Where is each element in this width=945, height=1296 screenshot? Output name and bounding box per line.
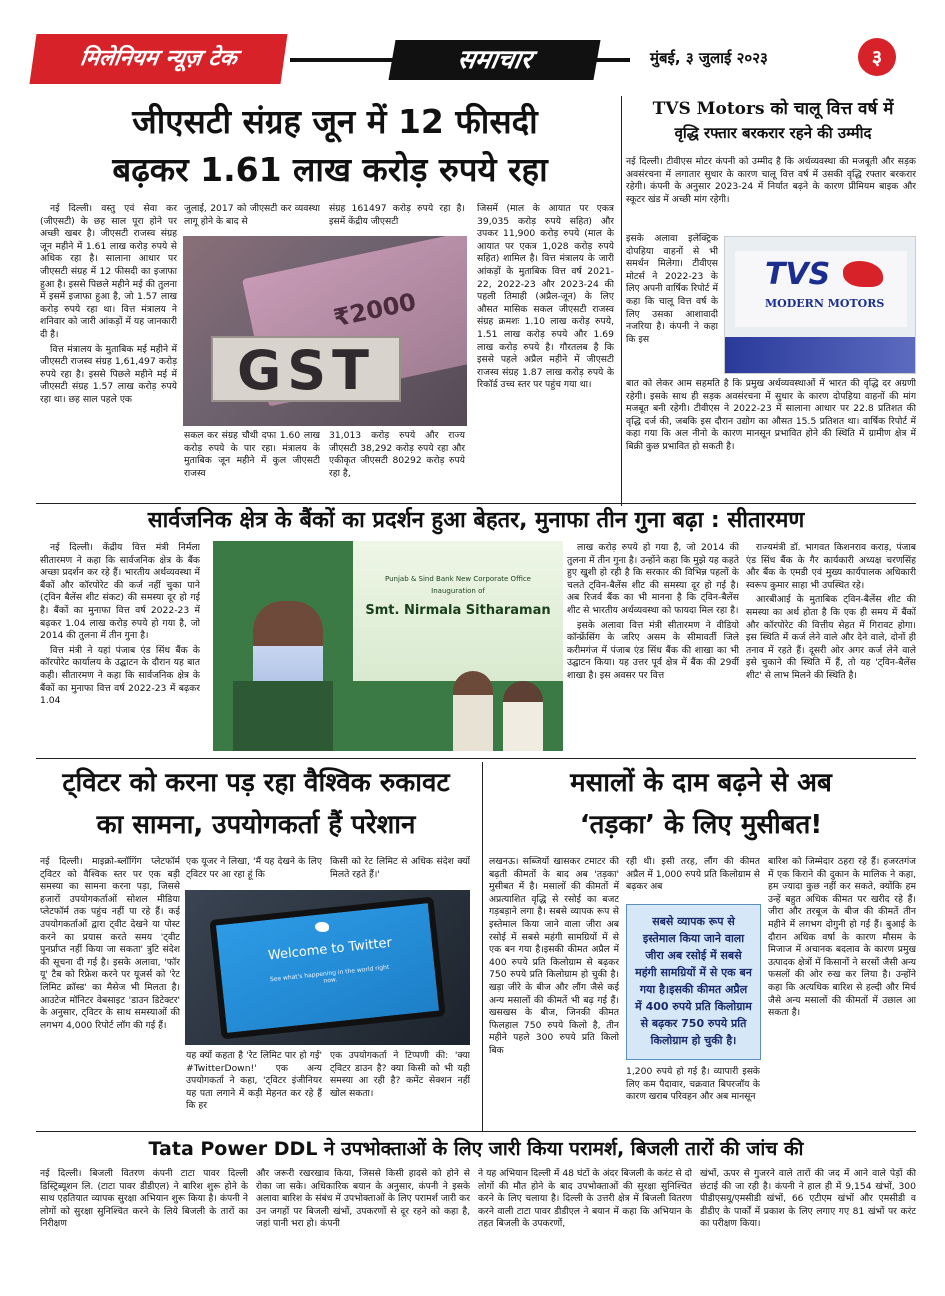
twitter-column-1: नई दिल्ली। माइक्रो-ब्लॉगिंग प्लेटफॉर्म ट्विटर को वैश्विक स्तर पर एक बड़ी समस्या का सामना करना पड़ा, जिससे हजारों उपयोगकर्ताओं सोशल मीडिया प्लेटफॉर्म तक पहुंच नहीं पा रहे हैं। कई उपयोगकर्ताओं द्वारा ट्वीट देखने या पोस्ट करने का प्रयास करते समय 'ट्वीट पुनर्प्राप्त नहीं किया जा सकता' त्रुटि संदेश की सूचना दी गई है। इसके अलावा, 'फॉर यू' टैब को रिफ्रेश करने पर यूजर्स को 'रेट लिमिट क्रॉस्ड' का मैसेज भी मिलता है। आउटेज मॉनिटर वेबसाइट 'डाउन डिटेक्टर' के अनुसार, ट्विटर के साथ समस्याओं की लगभग 4,000 रिपोर्ट लॉग की गई हैं। [40, 856, 180, 1031]
tata-column-4: खंभों, ऊपर से गुजरने वाले तारों की जद में आने वाले पेड़ों की छंटाई की जा रही है। कंपनी ने हाल ही में 9,154 खंभों, 300 पीडीएसयू/एमसीडी खंभों, 66 एटीएम खंभों और एमसीडी व डीडीए के पार्कों में प्रकाश के लिए लगाए गए 81 खंभों पर करंट का परीक्षण किया। [700, 1168, 916, 1230]
banner-line1: Punjab & Sind Bank New Corporate Office [384, 575, 531, 583]
section-rule-1 [36, 503, 916, 504]
masthead-date: मुंबई, ३ जुलाई २०२३ [650, 49, 768, 67]
banner-line2: Inauguration of [431, 587, 485, 595]
tvs-logo: TVS [765, 257, 831, 292]
banks-photo [213, 541, 563, 751]
vertical-divider [621, 96, 622, 506]
guest-figure [503, 681, 543, 751]
banks-col1-para2: वित्त मंत्री ने यहां पंजाब एंड सिंध बैंक के कॉरपोरेट कार्यालय के उद्घाटन के दौरान यह बात कही। सीतारमण ने कहा कि सार्वजनिक क्षेत्र के बैंकों का मुनाफा वित्त वर्ष 2022-23 में बढ़कर 1.04 [40, 644, 200, 707]
banks-col2-para1: लाख करोड़ रुपये हो गया है, जो 2014 की तुलना में तीन गुना है। उन्होंने कहा कि मुझे यह कहते हुए खुशी हो रही है कि सरकार की विभिन्न पहलों के चलते ट्विन-बैलेंस शीट की समस्या दूर हो गई है। अब रिजर्व बैंक का भी मानना है कि ट्विन-बैलेंस शीट से भारतीय अर्थव्यवस्था को फायदा मिल रहा है। [567, 542, 739, 616]
tvs-logo-subtitle: MODERN MOTORS [765, 297, 885, 310]
banks-col1-para1: नई दिल्ली। केंद्रीय वित्त मंत्री निर्मला सीतारमण ने कहा कि सार्वजनिक क्षेत्र के बैंक अच्छा प्रदर्शन कर रहे हैं। भारतीय अर्थव्यवस्था में बैंकों और कॉरपोरेट की कर्ज नहीं चुका पाने (ट्विन बैलेंस शीट संकट) की समस्या दूर हो गई है। बैंकों का मुनाफा वित्त वर्ष 2022-23 में बढ़कर 1.04 लाख करोड़ रुपये हो गया है, जो 2014 की तुलना में तीन गुना है। [40, 542, 200, 642]
gst-column-2-top: जुलाई, 2017 को जीएसटी कर व्यवस्था लागू होने के बाद से [184, 203, 320, 227]
podium [233, 681, 333, 751]
masthead-section: समाचार [388, 40, 600, 80]
gst-col1-para2: वित्त मंत्रालय के मुताबिक मई महीने में जीएसटी राजस्व संग्रह 1,61,497 करोड़ रुपये रहा है। इससे पिछले महीने मई में जीएसटी संग्रह 1.57 लाख करोड़ रुपये रहा था। छह साल पहले एक [40, 343, 177, 405]
currency-note-value: ₹2000 [331, 287, 419, 333]
tvs-photo [724, 236, 916, 374]
gst-headline-line1: जीएसटी संग्रह जून में 12 फीसदी [132, 102, 538, 141]
banks-col3-para2: आरबीआई के मुताबिक ट्विन-बैलेंस शीट की समस्या का अर्थ होता है कि एक ही समय में बैंकों और कॉरपोरेट की वित्तीय सेहत में गिरावट होगा। इस स्थिति में कर्ज लेने वाले और देने वाले, दोनों ही तनाव में रहते हैं। दूसरी ओर अगर कर्ज लेने वाले इसे चुकाने की स्थिति में हैं, तो यह 'ट्विन-बैलेंस शीट' से लाभ मिलने की स्थिति है। [746, 594, 916, 681]
twitter-screen-title: Welcome to Twitter [267, 935, 393, 964]
tata-column-2: और जरूरी रखरखाव किया, जिससे किसी हादसे को होने से रोका जा सके। अधिकारिक बयान के अनुसार, कंपनी ने इसके अलावा बारिश के संबंध में उपभोक्ताओं के लिए परामर्श जारी कर उन जगहों पर बिजली खंभों, उपकरणों से दूर रहने को कहा है, जहां पानी भरा हो। कंपनी [256, 1168, 470, 1230]
banner-name: Smt. Nirmala Sitharaman [365, 603, 551, 618]
spices-pull-quote: सबसे व्यापक रूप से इस्तेमाल किया जाने वाला जीरा अब रसोई में सबसे महंगी सामग्रियों में से एक बन गया है।इसकी कीमत अप्रैल में 400 रुपये प्रति किलोग्राम से बढ़कर 750 रुपये प्रति किलोग्राम हो चुकी है। [626, 904, 761, 1060]
tvs-headline-line1: TVS Motors को चालू वित्त वर्ष में [652, 99, 894, 119]
spices-headline-line1: मसालों के दाम बढ़ने से अब [570, 768, 832, 798]
gst-headline-line2: बढ़कर 1.61 लाख करोड़ रुपये रहा [112, 150, 548, 189]
twitter-headline-line1: ट्विटर को करना पड़ रहा वैश्विक रुकावट [62, 768, 450, 798]
tata-column-3: ने यह अभियान दिल्ली में 48 घंटों के अंदर बिजली के करंट से दो लोगों की मौत होने के बाद उपभोक्ताओं की सुरक्षा सुनिश्चित करने के लिए चलाया है। दिल्ली के उत्तरी क्षेत्र में बिजली वितरण करने वाली टाटा पावर डीडीएल ने बयान में कहा कि अभियान के तहत बिजली के उपकरणों, [478, 1168, 692, 1230]
guest-figure [453, 671, 493, 751]
spices-headline-line2: ‘तड़का’ के लिए मुसीबत! [579, 810, 823, 840]
spices-column-2-top: रही थी। इसी तरह, लौंग की कीमत अप्रैल में 1,000 रुपये प्रति किलोग्राम से बढ़कर अब [626, 856, 760, 893]
gst-photo [183, 236, 467, 426]
banks-col2-para2: इसके अलावा वित्त मंत्री सीतारमण ने वीडियो कॉन्फ्रेंसिंग के जरिए असम के सीमावर्ती जिले करीमगंज में पंजाब एंड सिंध बैंक की शाखा का भी उद्घाटन किया। यह उत्तर पूर्व क्षेत्र में बैंक की 29वीं शाखा है। इस अवसर पर वित्त [567, 619, 739, 681]
banks-column-2 [567, 542, 739, 752]
section-rule-2 [36, 758, 916, 759]
gst-blocks: GST [211, 336, 401, 402]
gst-column-1 [40, 203, 177, 501]
banks-column-1 [40, 542, 200, 752]
gst-column-3-bottom: 31,013 करोड़ रुपये और राज्य जीएसटी 38,292 करोड़ रुपये रहा और एकीकृत जीएसटी 80292 करोड़ रुपये रहा है, [329, 430, 465, 479]
gst-column-3-top: संग्रह 161497 करोड़ रुपये रहा है। इसमें केंद्रीय जीएसटी [329, 203, 465, 227]
masthead-logo: मिलेनियम न्यूज़ टेक [29, 34, 287, 84]
spices-column-1: लखनऊ। सब्जियों खासकर टमाटर की बढ़ती कीमतों के बाद अब 'तड़का' मुसीबत में है। मसालों की कीमतों में अप्रत्याशित वृद्धि से रसोई का बजट गड़बड़ाने लगा है। सबसे व्यापक रूप से इस्तेमाल किया जाने वाला जीरा अब रसोई में सबसे महंगी सामग्रियों में से एक बन गया है।इसकी कीमत अप्रैल में 400 रुपये प्रति किलोग्राम से बढ़कर 750 रुपये प्रति किलोग्राम हो चुकी है। खड़ा जीरे के बीज और लौंग जैसे कई अन्य मसालों की कीमतें भी बढ़ गई हैं। खसखस के बीज, जिनकी कीमत फिलहाल 750 रुपये किलो है, तीन महीने पहले 300 रुपये प्रति किलो बिक [489, 856, 619, 1056]
twitter-column-2-top: एक यूजर ने लिखा, 'मैं यह देखने के लिए ट्विटर पर आ रहा हूं कि [186, 856, 322, 880]
twitter-screen-subtitle: See what's happening in the world right now. [269, 963, 390, 985]
page-number: ३ [858, 38, 896, 76]
spices-column-3: बारिश को जिम्मेदार ठहरा रहे हैं। हजरतगंज में एक किराने की दुकान के मालिक ने कहा, हम ज्यादा कुछ नहीं कर सकते, क्योंकि हम उन्हें बहुत अधिक कीमत पर खरीद रहे हैं। जीरा और तरबूज के बीज की कीमतें तीन महीने में लगभग दोगुनी हो गई हैं। बुआई के दौरान अधिक वर्षा के कारण मौसम के मिजाज में अचानक बदलाव के कारण प्रमुख उत्पादक क्षेत्रों में किसानों ने सरसों जैसी अन्य फसलों की ओर रुख कर लिया है। उन्होंने कहा कि अत्यधिक बारिश से हल्दी और मिर्च जैसे अन्य मसालों की कीमतों में उछाल आ सकता है। [768, 856, 916, 1019]
twitter-photo [185, 890, 470, 1045]
vertical-divider-2 [482, 762, 483, 1132]
section-rule-3 [36, 1131, 916, 1132]
banks-col3-para1: राज्यमंत्री डॉ. भागवत किशनराव कराड़, पंजाब एंड सिंध बैंक के गैर कार्यकारी अध्यक्ष चरणसिंह और बैंक के एमडी एवं मुख्य कार्यपालक अधिकारी स्वरूप कुमार साहा भी उपस्थित रहे। [746, 542, 916, 591]
tvs-narrow: इसके अलावा इलेक्ट्रिक दोपहिया वाहनों से भी समर्थन मिलेगा। टीवीएस मोटर्स ने 2022-23 के लिए अपनी वार्षिक रिपोर्ट में कहा कि चालू वित्त वर्ष के लिए उसका आशावादी नजरिया है। कंपनी ने कहा कि इस [626, 233, 718, 345]
tvs-lead: नई दिल्ली। टीवीएस मोटर कंपनी को उम्मीद है कि अर्थव्यवस्था की मजबूती और सड़क अवसंरचना में लगातार सुधार के कारण चालू वित्त वर्ष में उसकी वृद्धि रफ्तार बरकरार रहेगी। कंपनी के अनुसार 2023-24 में निर्यात बढ़ने के कारण प्रीमियम बाइक और स्कूटर खंड में अच्छी मांग रहेगी। [626, 156, 916, 205]
gst-column-2-bottom: सकल कर संग्रह चौथी दफा 1.60 लाख करोड़ रुपये के पार रहा। मंत्रालय के मुताबिक जून महीने में कुल जीएसटी राजस्व [184, 430, 320, 479]
twitter-column-3-top: किसी को रेट लिमिट से अधिक संदेश क्यों मिलते रहते हैं।' [330, 856, 470, 880]
twitter-headline-line2: का सामना, उपयोगकर्ता हैं परेशान [96, 810, 416, 840]
twitter-bird-icon [315, 922, 329, 932]
twitter-column-2-bottom: यह क्यों कहता है 'रेट लिमिट पार हो गई' #TwitterDown!' एक अन्य उपयोगकर्ता ने कहा, 'ट्विटर इंजीनियर यह पता लगाने में कड़ी मेहनत कर रहे हैं कि हर [186, 1050, 322, 1112]
banks-headline: सार्वजनिक क्षेत्र के बैंकों का प्रदर्शन हुआ बेहतर, मुनाफा तीन गुना बढ़ा : सीतारमण [147, 508, 805, 533]
twitter-column-3-bottom: एक उपयोगकर्ता ने टिप्पणी की: 'क्या ट्विटर डाउन है? क्या किसी को भी यही समस्या आ रही है? कमेंट सेक्शन नहीं खोल सकता। [330, 1050, 470, 1099]
tablet-screen [209, 897, 445, 1040]
tvs-tail: बात को लेकर आम सहमति है कि प्रमुख अर्थव्यवस्थाओं में भारत की वृद्धि दर अग्रणी रहेगी। इसके साथ ही सड़क अवसंरचना में सुधार के कारण दोपहिया वाहनों की मांग मजबूत बनी रहेगी। टीवीएस ने 2022-23 में सालाना आधार पर 22.8 प्रतिशत की वृद्धि दर्ज की, जबकि इस दौरान उद्योग का औसत 15.5 प्रतिशत था। वार्षिक रिपोर्ट में कहा गया कि अल नीनो के कारण मानसून प्रभावित होने की स्थिति में ग्रामीण क्षेत्र में बिक्री कुछ प्रभावित हो सकती है। [626, 378, 916, 452]
tvs-fascia [725, 337, 916, 373]
spices-column-2-bottom: 1,200 रुपये हो गई है। व्यापारी इसके लिए कम पैदावार, चक्रवात बिपरजॉय के कारण खराब परिवहन और अब मानसून [626, 1066, 760, 1103]
tata-column-1: नई दिल्ली। बिजली वितरण कंपनी टाटा पावर दिल्ली डिस्ट्रिब्यूशन लि. (टाटा पावर डीडीएल) ने बारिश शुरू होने के साथ एहतियात व्यापक सुरक्षा अभियान शुरू किया है। कंपनी ने लोगों को सुरक्षा सुनिश्चित करने के लिये बिजली के तारों का निरीक्षण [40, 1168, 248, 1230]
gst-col1-para1: नई दिल्ली। वस्तु एवं सेवा कर (जीएसटी) के छह साल पूरा होने पर अच्छी खबर है। जीएसटी राजस्व संग्रह जून महीने में 1.61 लाख करोड़ रुपये से अधिक रहा है। सालाना आधार पर जीएसटी संग्रह में 12 फीसदी का इजाफा हुआ है। इससे पिछले महीने मई की तुलना में इसमें इजाफा हुआ है, जो 1.57 लाख करोड़ रुपये रहा था। वित्त मंत्रालय ने शनिवार को जारी आंकड़ों में यह जानकारी दी है। [40, 203, 177, 340]
tvs-headline-line2: वृद्धि रफ्तार बरकरार रहने की उम्मीद [674, 124, 872, 142]
banks-column-3 [746, 542, 916, 752]
tata-headline: Tata Power DDL ने उपभोक्ताओं के लिए जारी किया परामर्श, बिजली तारों की जांच की [148, 1138, 804, 1160]
gst-column-4: जिसमें (माल के आयात पर एकत्र 39,035 करोड़ रुपये सहित) और उपकर 11,900 करोड़ रुपये (माल के आयात पर एकत्र 1,028 करोड़ रुपये सहित) शामिल है। वित्त मंत्रालय के जारी आंकड़ों के मुताबिक वित्त वर्ष 2021-22, 2022-23 और 2023-24 की पहली तिमाही (अप्रैल-जून) के लिए औसत मासिक सकल जीएसटी राजस्व संग्रह क्रमशः 1.10 लाख करोड़ रुपये, 1.51 लाख करोड़ रुपये और 1.69 लाख करोड़ रुपये है। गौरतलब है कि इससे पहले अप्रैल महीने में जीएसटी राजस्व संग्रह 1.87 लाख करोड़ रुपये के रिकॉर्ड उच्च स्तर पर पहुंच गया था। [477, 203, 614, 391]
